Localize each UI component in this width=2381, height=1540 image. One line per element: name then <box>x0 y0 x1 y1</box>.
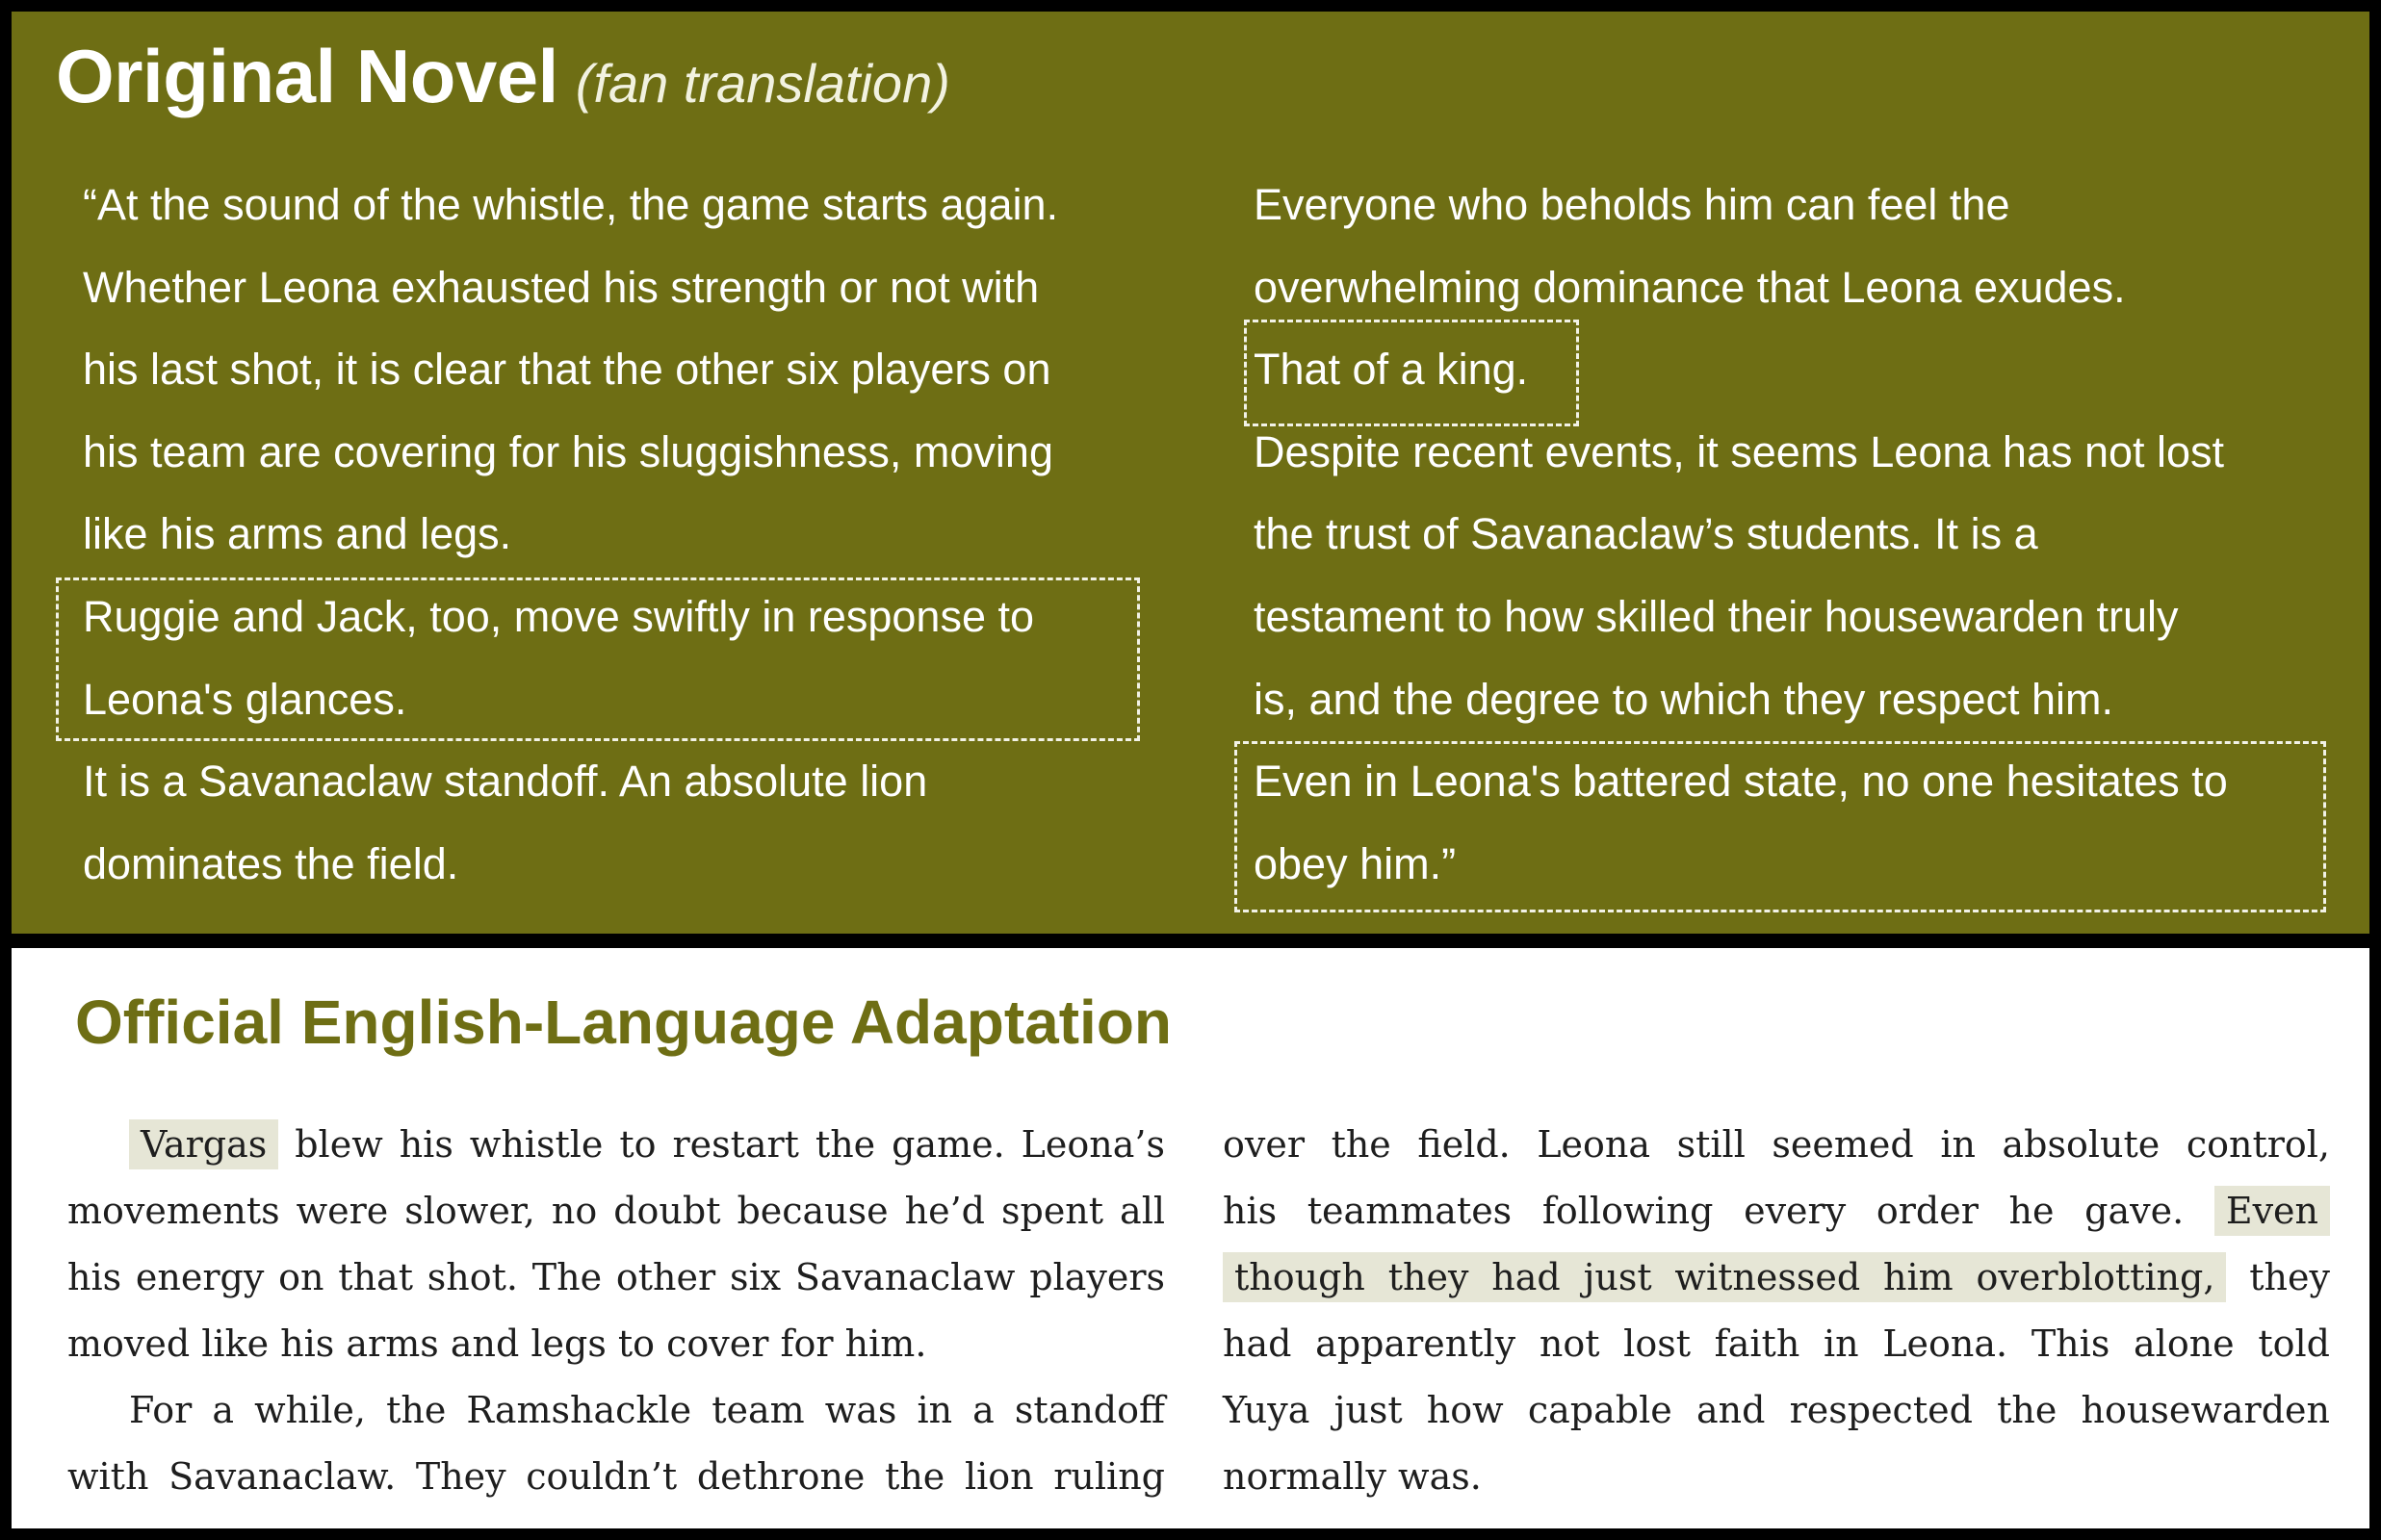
text-line: overwhelming dominance that Leona exudes. <box>1254 262 2126 312</box>
text-line: Everyone who beholds him can feel the <box>1254 180 2010 229</box>
original-novel-panel <box>12 12 2369 934</box>
text-line: testament to how skilled their housewarden truly <box>1254 591 2179 641</box>
text-line: had apparently not lost faith in Leona. This alone told <box>1223 1322 2330 1365</box>
text-line: Even in Leona's battered state, no one hesitates to <box>1254 757 2228 807</box>
original-novel-heading <box>56 33 950 120</box>
text-line: movements were slower, no doubt because he’d spent all <box>67 1190 1165 1232</box>
text-line: his last shot, it is clear that the other six players on <box>83 345 1051 395</box>
text-line: It is a Savanaclaw standoff. An absolute lion <box>83 757 928 807</box>
highlighted-phrase: Even <box>2214 1186 2330 1236</box>
text-fragment: For a while, the Ramshackle team was in a standoff <box>129 1389 1165 1431</box>
text-line: normally was. <box>1223 1455 1482 1498</box>
text-line: is, and the degree to which they respect him. <box>1254 674 2113 724</box>
text-line: his energy on that shot. The other six Savanaclaw players <box>67 1256 1165 1298</box>
text-line <box>1223 1245 2330 1311</box>
text-line: That of a king. <box>1254 345 1529 395</box>
text-line: his team are covering for his sluggishness, moving <box>83 426 1053 476</box>
highlighted-phrase: though they had just witnessed him overblotting, <box>1223 1252 2226 1302</box>
fan-translation-subtitle: (fan translation) <box>575 53 950 114</box>
original-right-column <box>1254 164 2332 905</box>
text-line: Ruggie and Jack, too, move swiftly in response to <box>83 591 1035 641</box>
text-line: dominates the field. <box>83 838 459 888</box>
text-line: Leona's glances. <box>83 674 407 724</box>
text-line <box>67 1112 1165 1178</box>
text-line: like his arms and legs. <box>83 509 512 559</box>
text-line: Yuya just how capable and respected the housewarden <box>1223 1389 2330 1431</box>
text-line: “At the sound of the whistle, the game starts again. <box>83 180 1059 229</box>
text-line: with Savanaclaw. They couldn’t dethrone the lion ruling <box>67 1455 1165 1498</box>
text-line: Whether Leona exhausted his strength or not with <box>83 262 1040 312</box>
official-adaptation-panel <box>12 948 2369 1528</box>
text-fragment: his teammates following every order he gave. <box>1223 1190 2185 1232</box>
text-line: the trust of Savanaclaw’s students. It is a <box>1254 509 2038 559</box>
text-line <box>1223 1178 2330 1245</box>
text-line: moved like his arms and legs to cover for him. <box>67 1322 927 1365</box>
adaptation-left-column <box>67 1112 1165 1510</box>
official-adaptation-title: Official English-Language Adaptation <box>75 988 1172 1057</box>
text-line: Despite recent events, it seems Leona has not lost <box>1254 426 2225 476</box>
original-novel-title: Original Novel <box>56 34 558 118</box>
text-fragment: blew his whistle to restart the game. Leona’s <box>295 1123 1165 1166</box>
text-line: obey him.” <box>1254 838 1457 888</box>
adaptation-right-column <box>1223 1112 2330 1510</box>
text-fragment: they <box>2249 1256 2330 1298</box>
text-line <box>67 1377 1165 1444</box>
text-line: over the field. Leona still seemed in absolute control, <box>1223 1123 2330 1166</box>
highlighted-phrase: Vargas <box>129 1119 278 1169</box>
original-left-column <box>83 164 1152 905</box>
